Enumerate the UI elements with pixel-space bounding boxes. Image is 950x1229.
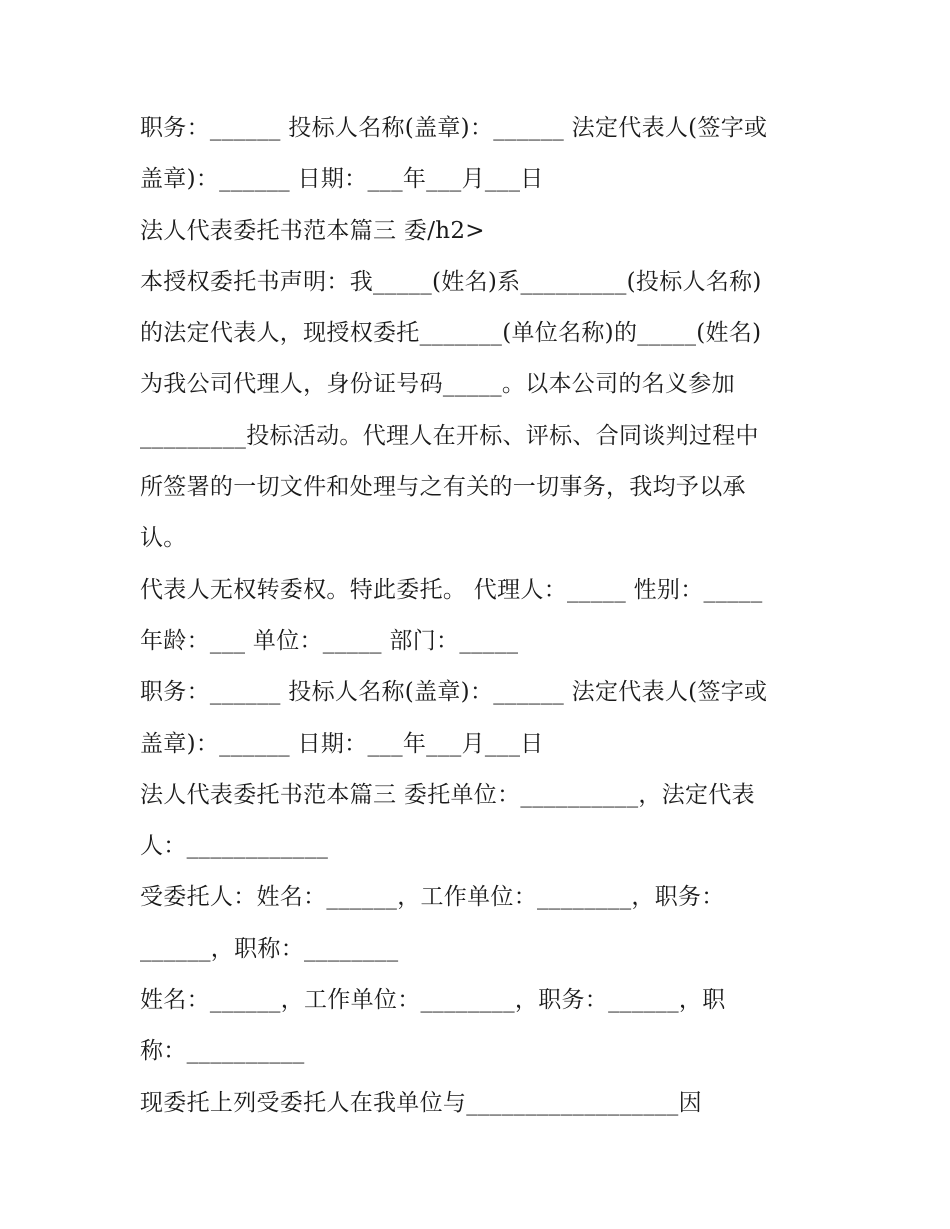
text-line: 受委托人：姓名：______，工作单位：________，职务：: [140, 884, 725, 911]
text-line: 代表人无权转委权。特此委托。 代理人：_____ 性别：_____: [140, 576, 763, 603]
section-heading: 法人代表委托书范本篇三 委/h2>: [140, 217, 485, 244]
text-line: 为我公司代理人，身份证号码_____。以本公司的名义参加: [140, 371, 735, 398]
text-line: 认。: [140, 525, 187, 552]
text-line: 职务：______ 投标人名称(盖章)：______ 法定代表人(签字或: [140, 115, 768, 141]
text-line: 姓名：______，工作单位：________，职务：______，职: [140, 987, 726, 1014]
text-line: 现委托上列受委托人在我单位与__________________因: [140, 1089, 702, 1116]
text-line: 职务：______ 投标人名称(盖章)：______ 法定代表人(签字或: [140, 679, 768, 706]
text-line: 所签署的一切文件和处理与之有关的一切事务，我均予以承: [140, 474, 746, 501]
text-line: 称：__________: [140, 1038, 305, 1065]
text-line: 盖章)：______ 日期：___年___月___日: [140, 166, 544, 193]
text-line: _________投标活动。代理人在开标、评标、合同谈判过程中: [140, 422, 759, 449]
document-body: [140, 103, 820, 1129]
section-heading: 法人代表委托书范本篇三 委托单位：__________，法定代表: [140, 781, 755, 808]
text-line: 本授权委托书声明：我_____(姓名)系_________(投标人名称): [140, 268, 762, 295]
text-line: 的法定代表人，现授权委托_______(单位名称)的_____(姓名): [140, 320, 762, 347]
text-line: ______，职称：________: [140, 935, 399, 962]
text-line: 人：____________: [140, 833, 329, 860]
text-line: 盖章)：______ 日期：___年___月___日: [140, 730, 544, 757]
text-line: 年龄：___ 单位：_____ 部门：_____: [140, 627, 519, 654]
